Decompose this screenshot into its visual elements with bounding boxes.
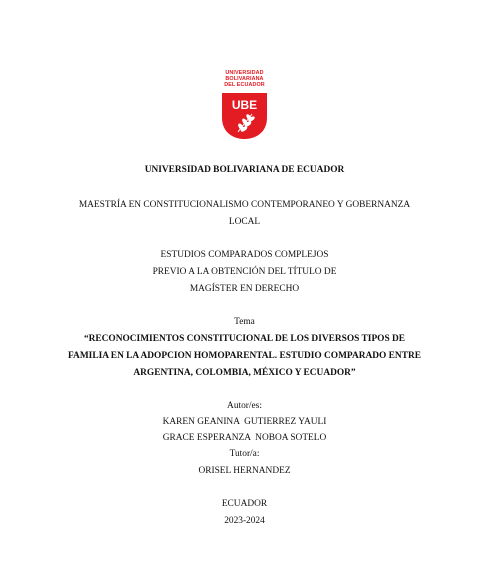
- tutor-name: ORISEL HERNANDEZ: [198, 466, 291, 476]
- study-line-2: PREVIO A LA OBTENCIÓN DEL TÍTULO DE: [152, 267, 337, 277]
- program-line-2: LOCAL: [228, 217, 261, 227]
- logo-line-2: BOLIVARIANA: [225, 76, 264, 82]
- logo-line-3: DEL ECUADOR: [224, 82, 265, 88]
- topic-line-2: FAMILIA EN LA ADOPCION HOMOPARENTAL. ESTUDIO COMPARADO ENTRE: [68, 351, 421, 361]
- university-logo: [218, 70, 271, 141]
- topic-line-3: ARGENTINA, COLOMBIA, MÉXICO Y ECUADOR”: [133, 368, 356, 378]
- logo-line-1: UNIVERSIDAD: [225, 70, 264, 76]
- shield-icon: [220, 91, 269, 141]
- years: 2023-2024: [224, 516, 265, 526]
- study-line-3: MAGÍSTER EN DERECHO: [189, 284, 300, 294]
- country: ECUADOR: [221, 499, 268, 509]
- author-2: GRACE ESPERANZA NOBOA SOTELO: [162, 433, 327, 443]
- logo-acronym: UBE: [231, 98, 258, 112]
- authors-label: Autor/es:: [227, 401, 262, 411]
- topic-label: Tema: [234, 317, 255, 327]
- study-line-1: ESTUDIOS COMPARADOS COMPLEJOS: [160, 250, 329, 260]
- tutor-label: Tutor/a:: [229, 449, 260, 459]
- topic-line-1: “RECONOCIMIENTOS CONSTITUCIONAL DE LOS DIVERSOS TIPOS DE: [83, 334, 406, 344]
- university-name: UNIVERSIDAD BOLIVARIANA DE ECUADOR: [144, 165, 345, 175]
- program-line-1: MAESTRÍA EN CONSTITUCIONALISMO CONTEMPORANEO Y GOBERNANZA: [78, 200, 411, 210]
- author-1: KAREN GEANINA GUTIERREZ YAULI: [162, 417, 327, 427]
